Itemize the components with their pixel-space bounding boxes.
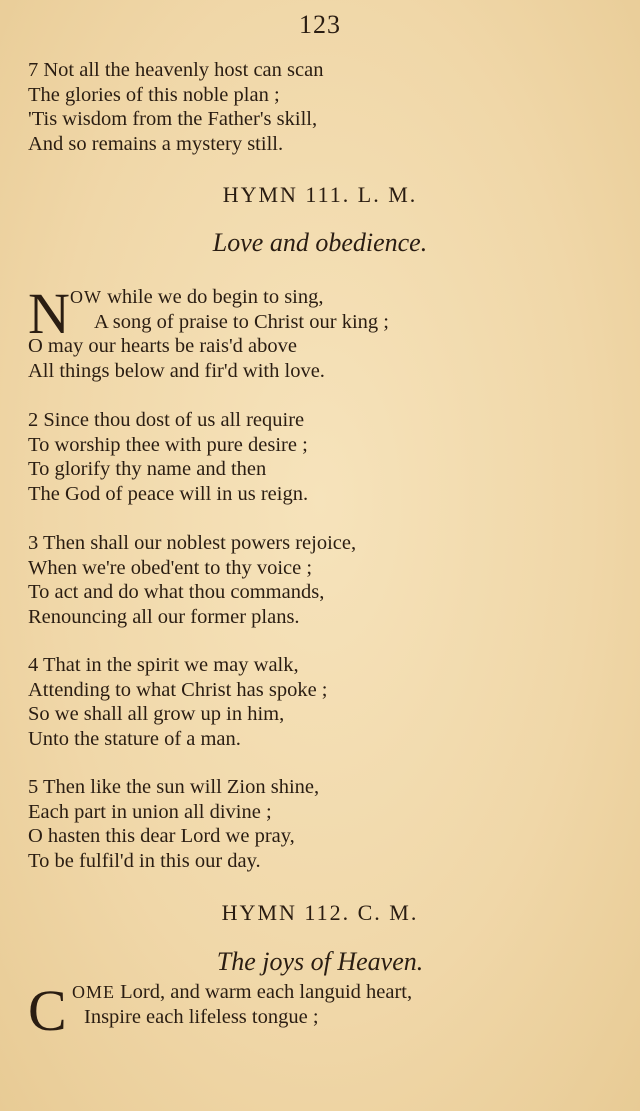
- hymn-111-stanza-5: [28, 775, 319, 873]
- verse-line: 7 Not all the heavenly host can scan: [28, 59, 324, 81]
- verse-line: 'Tis wisdom from the Father's skill,: [28, 108, 318, 130]
- verse-line: To worship thee with pure desire ;: [28, 433, 308, 456]
- stanza-7: [28, 58, 323, 156]
- verse-line: And so remains a mystery still.: [28, 132, 284, 155]
- verse-line: 4 That in the spirit we may walk,: [28, 654, 299, 676]
- verse-line: So we shall all grow up in him,: [28, 703, 285, 725]
- verse-line: When we're obed'ent to thy voice ;: [28, 556, 313, 579]
- verse-line: Renouncing all our former plans.: [28, 605, 300, 628]
- verse-line: To glorify thy name and then: [28, 458, 267, 480]
- hymn-112-stanza-1: [28, 978, 413, 1043]
- verse-line: 3 Then shall our noblest powers rejoice,: [28, 532, 357, 554]
- verse-line: O hasten this dear Lord we pray,: [28, 825, 295, 847]
- first-word-rest: OME: [72, 982, 115, 1002]
- verse-line: 2 Since thou dost of us all require: [28, 409, 305, 431]
- verse-line: Attending to what Christ has spoke ;: [28, 678, 328, 701]
- hymn-111-subtitle: Love and obedience.: [212, 228, 428, 257]
- verse-line: The glories of this noble plan ;: [28, 83, 280, 106]
- verse-line: Lord, and warm each languid heart,: [115, 981, 413, 1003]
- hymn-111-stanza-1: [28, 281, 389, 383]
- verse-line: Each part in union all divine ;: [28, 800, 272, 823]
- hymn-112-subtitle: The joys of Heaven.: [216, 947, 424, 976]
- hymn-111-stanza-4: [28, 653, 328, 751]
- hymn-111-stanza-3: [28, 531, 356, 629]
- verse-line: while we do begin to sing,: [102, 286, 324, 308]
- page-number: 123: [299, 10, 341, 39]
- drop-cap: C: [28, 978, 67, 1043]
- hymn-111-stanza-2: [28, 408, 308, 506]
- verse-line: Unto the stature of a man.: [28, 727, 241, 750]
- hymn-111-title: HYMN 111. L. M.: [222, 182, 418, 207]
- drop-cap: N: [28, 281, 70, 346]
- verse-line: O may our hearts be rais'd above: [28, 335, 297, 357]
- verse-line: Inspire each lifeless tongue ;: [84, 1005, 319, 1028]
- verse-line: All things below and fir'd with love.: [28, 359, 325, 382]
- verse-line: To act and do what thou commands,: [28, 581, 325, 603]
- verse-line: 5 Then like the sun will Zion shine,: [28, 776, 320, 798]
- verse-line: To be fulfil'd in this our day.: [28, 849, 261, 872]
- verse-line: A song of praise to Christ our king ;: [94, 310, 389, 333]
- verse-line: The God of peace will in us reign.: [28, 482, 309, 505]
- first-word-rest: OW: [70, 287, 102, 307]
- hymn-112-title: HYMN 112. C. M.: [221, 900, 419, 925]
